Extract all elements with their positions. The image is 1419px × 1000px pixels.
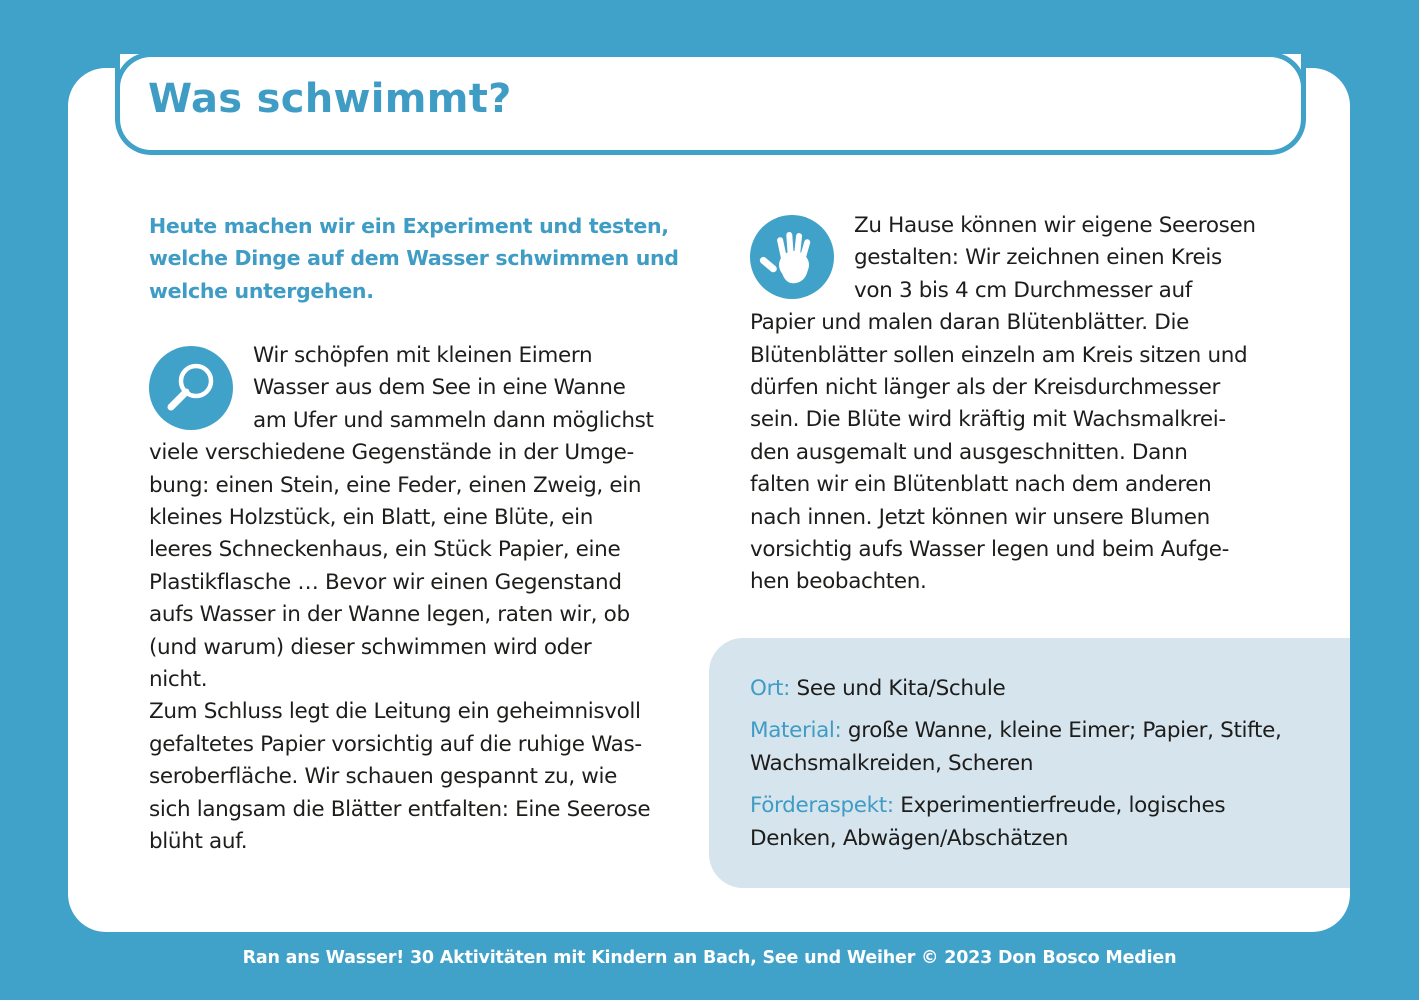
intro-line: welche untergehen. [149,278,374,303]
info-material [750,715,1281,780]
text-line: aufs Wasser in der Wanne legen, raten wir, ob [149,602,630,628]
text-line: Wasser aus dem See in eine Wanne [253,375,626,401]
text-line: seroberfläche. Wir schauen gespannt zu, wie [149,764,618,790]
text-line: blüht auf. [149,829,248,855]
text-line: gestalten: Wir zeichnen einen Kreis [854,245,1222,271]
intro-text [149,210,679,307]
text-line: bung: einen Stein, eine Feder, einen Zweig, ein [149,472,642,498]
info-foerderaspekt [750,790,1281,855]
text-line: Zum Schluss legt die Leitung ein geheimnisvoll [149,699,641,725]
text-line: Zu Hause können wir eigene Seerosen [854,213,1256,238]
text-line: falten wir ein Blütenblatt nach dem anderen [750,472,1212,498]
text-line: (und warum) dieser schwimmen wird oder [149,634,592,660]
left-column-text [149,340,654,859]
text-line: sein. Die Blüte wird kräftig mit Wachsmalkrei- [750,407,1226,433]
text-line: Wir schöpfen mit kleinen Eimern [253,343,593,368]
intro-line: Heute machen wir ein Experiment und testen, [149,214,669,238]
info-label-material: Material: [750,718,842,744]
text-line: Blütenblätter sollen einzeln am Kreis sitzen und [750,342,1248,368]
text-line: sich langsam die Blätter entfalten: Eine Seerose [149,796,651,822]
intro-line: welche Dinge auf dem Wasser schwimmen und [149,246,679,271]
info-value-material-cont: Wachsmalkreiden, Scheren [750,750,1034,776]
info-label-ort: Ort: [750,676,791,701]
page-title: Was schwimmt? [148,76,512,122]
info-value-foerderaspekt: Experimentierfreude, logisches [900,793,1226,819]
text-line: Papier und malen daran Blütenblätter. Die [750,310,1189,336]
text-line: leeres Schneckenhaus, ein Stück Papier, eine [149,537,621,563]
text-line: nicht. [149,667,208,693]
info-value-ort: See und Kita/Schule [796,676,1006,701]
info-label-foerderaspekt: Förderaspekt: [750,793,894,819]
text-line: vorsichtig aufs Wasser legen und beim Aufge- [750,537,1230,563]
footer-copyright: Ran ans Wasser! 30 Aktivitäten mit Kindern an Bach, See und Weiher © 2023 Don Bosco Medien [242,948,1177,968]
info-value-material: große Wanne, kleine Eimer; Papier, Stifte, [847,718,1282,744]
text-line: von 3 bis 4 cm Durchmesser auf [854,277,1192,303]
text-line: gefaltetes Papier vorsichtig auf die ruhige Was- [149,731,642,757]
text-line: kleines Holzstück, ein Blatt, eine Blüte, ein [149,505,594,531]
text-line: dürfen nicht länger als der Kreisdurchmesser [750,375,1220,401]
info-details [750,673,1281,865]
text-line: viele verschiedene Gegenstände in der Umge- [149,440,634,466]
text-line: nach innen. Jetzt können wir unsere Blumen [750,504,1210,530]
right-column-text [750,210,1256,599]
info-ort [750,673,1281,705]
text-line: am Ufer und sammeln dann möglichst [253,407,654,433]
text-line: den ausgemalt und ausgeschnitten. Dann [750,439,1188,465]
info-value-foerderaspekt-cont: Denken, Abwägen/Abschätzen [750,825,1069,851]
text-line: hen beobachten. [750,569,927,595]
text-line: Plastikflasche … Bevor wir einen Gegenstand [149,569,622,595]
